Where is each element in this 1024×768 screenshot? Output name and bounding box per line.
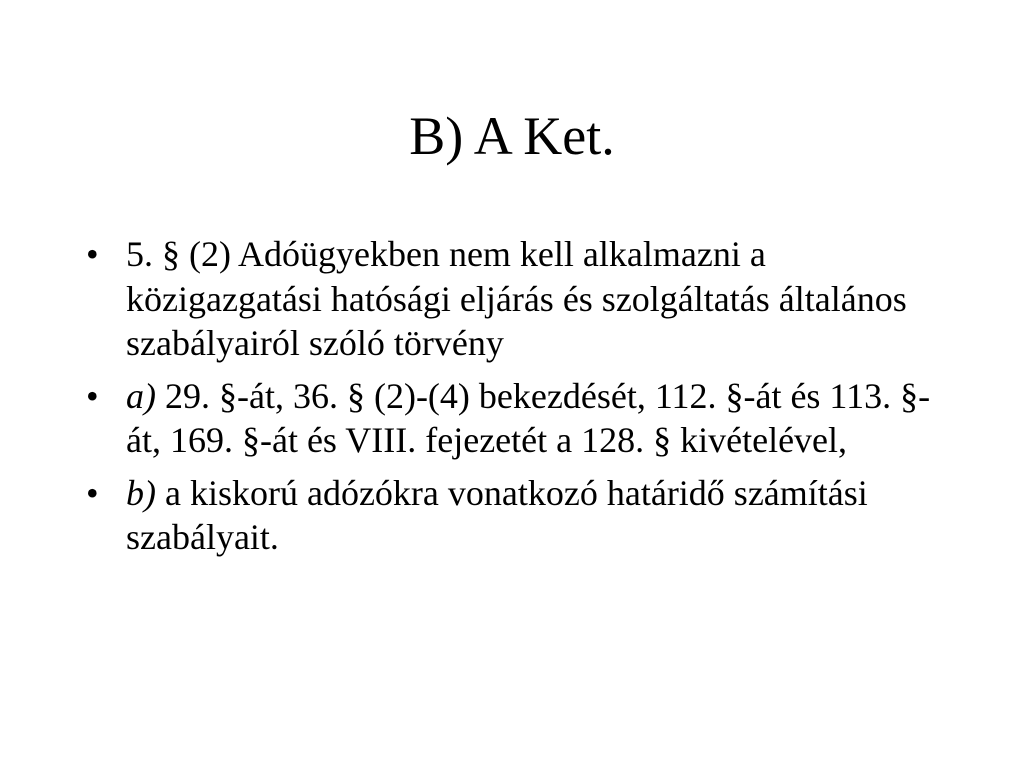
bullet-text: a kiskorú adózókra vonatkozó határidő számítási szabályait. — [126, 472, 868, 557]
slide-title: B) A Ket. — [409, 106, 615, 166]
bullet-text: 29. §-át, 36. § (2)-(4) bekezdését, 112. §-át és 113. §-át, 169. §-át és VIII. fejezetét a 128. § kivételével, — [126, 375, 931, 460]
bullet-marker: • — [86, 234, 99, 274]
bullet-prefix: b) — [126, 472, 156, 513]
bullet-item — [86, 471, 956, 560]
bullet-marker: • — [86, 375, 99, 416]
bullet-item — [86, 374, 956, 463]
bullet-prefix: a) — [126, 375, 156, 416]
bullet-text: 5. § (2) Adóügyekben nem kell alkalmazni a közigazgatási hatósági eljárás és szolgáltatás általános szabályairól szóló törvény — [126, 234, 907, 363]
bullet-list — [86, 232, 956, 568]
bullet-marker: • — [86, 472, 99, 513]
bullet-item — [86, 232, 956, 366]
